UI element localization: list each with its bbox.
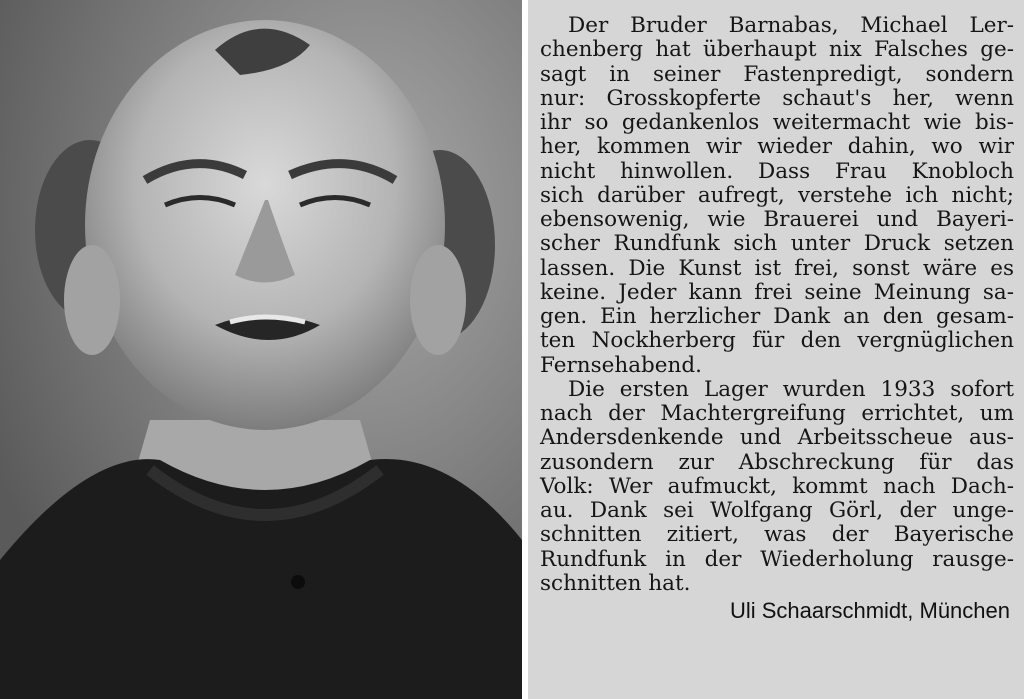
author-signature: Uli Schaarschmidt, München xyxy=(729,598,1010,623)
text-line: Andersdenkende und Arbeitsscheue aus- xyxy=(540,425,1014,451)
text-line: keine. Jeder kann frei seine Meinung sa- xyxy=(540,279,1014,305)
text-line: ten Nockherberg für den vergnüglichen xyxy=(540,328,1014,354)
paragraph-2 xyxy=(540,378,1014,596)
text-line: zusondern zur Abschreckung für das xyxy=(540,449,1014,475)
text-line: Volk: Wer aufmuckt, kommt nach Dach- xyxy=(540,473,1014,499)
text-line: nach der Machtergreifung errichtet, um xyxy=(540,401,1014,426)
text-line: Fernsehabend. xyxy=(540,352,702,378)
text-line: sich darüber aufregt, verstehe ich nicht; xyxy=(540,182,1014,208)
text-line: schnitten hat. xyxy=(540,570,691,596)
text-line: schnitten zitiert, was der Bayerische xyxy=(540,522,1014,548)
text-line: gen. Ein herzlicher Dank an den gesam- xyxy=(540,304,1014,329)
text-line: lassen. Die Kunst ist frei, sonst wäre es xyxy=(540,255,1014,281)
text-line: nur: Grosskopferte schaut's her, wenn xyxy=(540,85,1014,111)
text-line: Der Bruder Barnabas, Michael Ler- xyxy=(568,13,1014,38)
text-line: nicht hinwollen. Dass Frau Knobloch xyxy=(540,158,1014,184)
letter-column xyxy=(528,0,1024,699)
text-line: scher Rundfunk sich unter Druck setzen xyxy=(540,231,1014,257)
text-line: her, kommen wir wieder dahin, wo wir xyxy=(540,134,1014,160)
text-line: Rundfunk in der Wiederholung rausge- xyxy=(540,546,1014,572)
paragraph-1 xyxy=(540,14,1014,378)
text-line: au. Dank sei Wolfgang Görl, der unge- xyxy=(540,498,1014,523)
text-line: sagt in seiner Fastenpredigt, sondern xyxy=(540,61,1014,87)
text-line: chenberg hat überhaupt nix Falsches ge- xyxy=(540,37,1014,63)
text-line: ihr so gedankenlos weitermacht wie bis- xyxy=(540,110,1014,135)
text-line: ebensowenig, wie Brauerei und Bayeri- xyxy=(540,207,1014,232)
text-line: Die ersten Lager wurden 1933 sofort xyxy=(568,376,1014,402)
